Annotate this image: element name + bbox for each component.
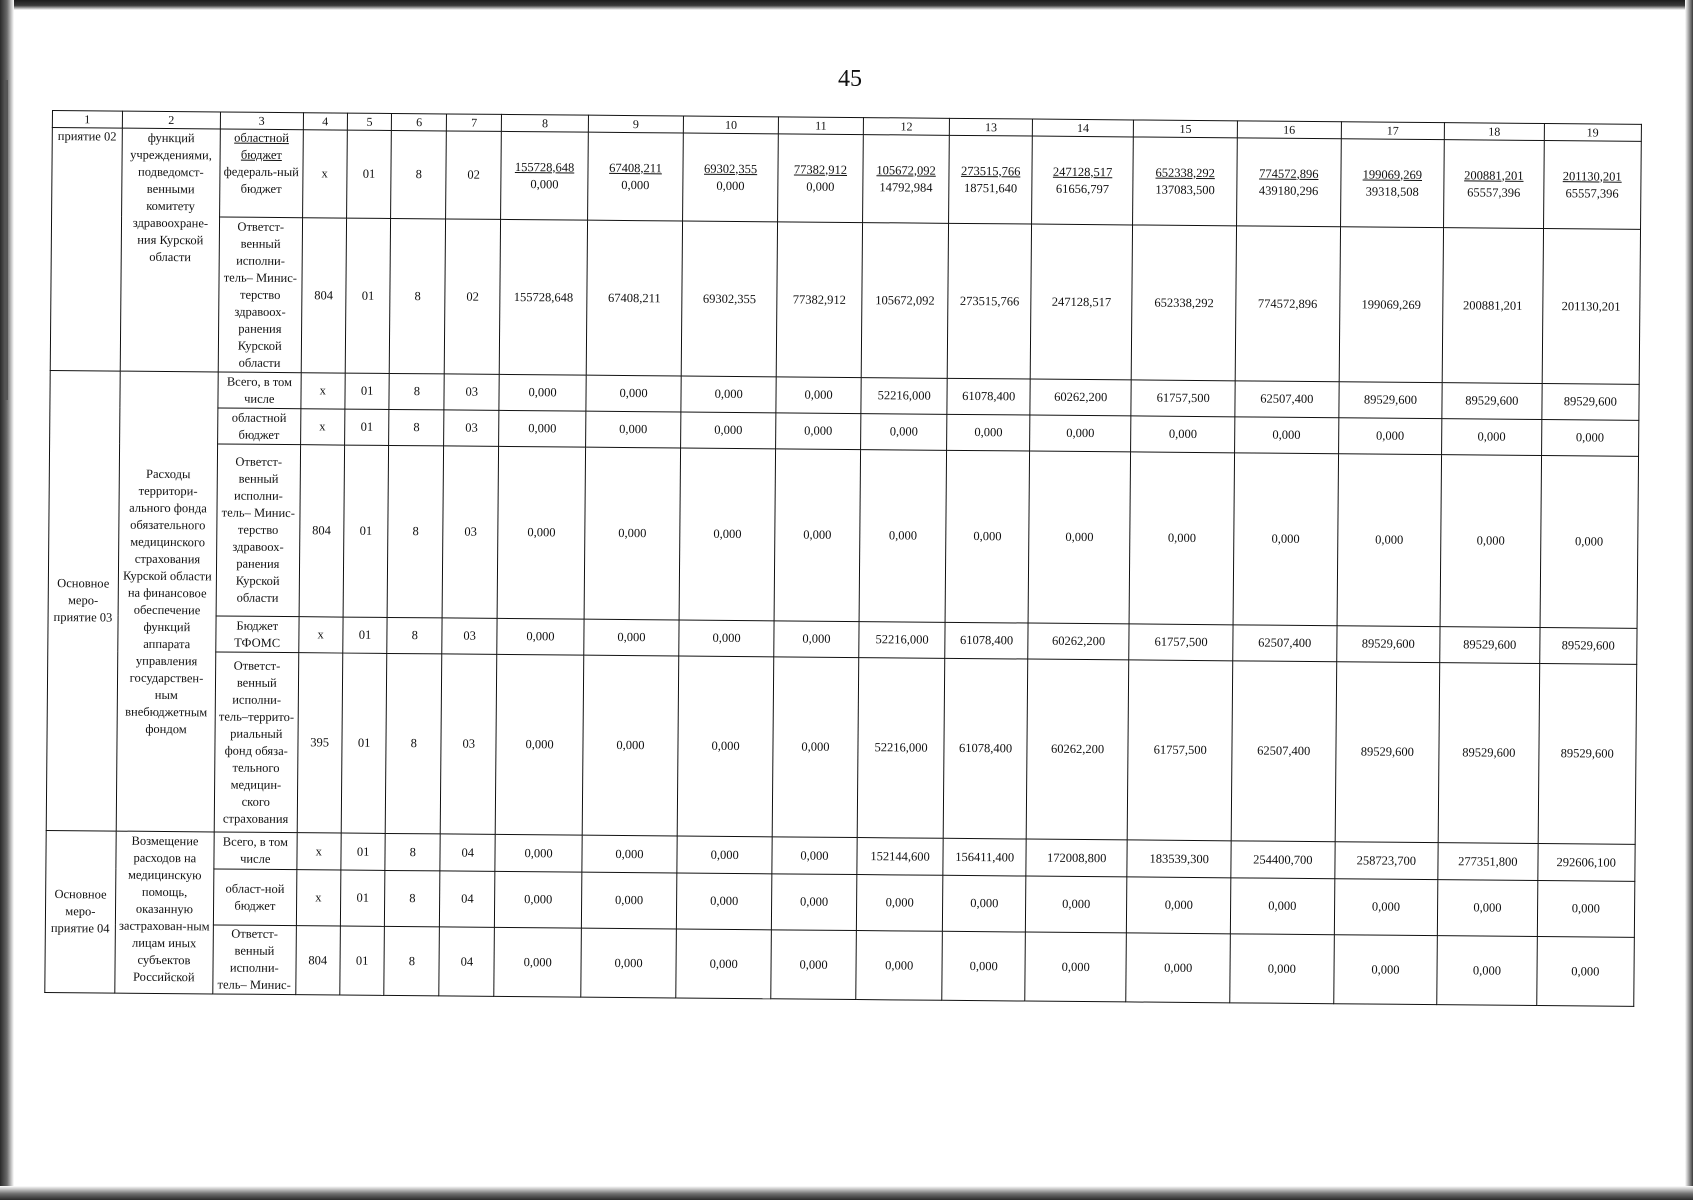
- value-cell: 0,000: [1333, 935, 1437, 1005]
- col-head: 1: [52, 111, 122, 129]
- value-cell: 61757,500: [1128, 660, 1233, 841]
- value-cell: 0,000: [943, 875, 1026, 932]
- code-cell: 8: [385, 870, 440, 926]
- value-cell: [862, 135, 949, 224]
- value-cell: 62507,400: [1235, 381, 1339, 418]
- code-cell: 03: [442, 446, 498, 618]
- value-cell: 0,000: [1233, 453, 1338, 626]
- funding-source-top: областной бюджет: [234, 130, 289, 163]
- funding-source: областной бюджет: [218, 408, 301, 445]
- code-cell: 02: [444, 219, 500, 374]
- value-cell: 201130,201: [1542, 229, 1641, 385]
- funding-source: Ответст-венный исполни-тель– Минис-: [213, 925, 296, 995]
- value-cell: 254400,700: [1231, 841, 1335, 879]
- value-cell: 0,000: [946, 450, 1030, 623]
- code-cell: 01: [346, 130, 391, 218]
- value-cell: 0,000: [1129, 452, 1234, 625]
- value-cell: [501, 131, 588, 220]
- funding-source-bottom: федераль-ный бюджет: [223, 164, 299, 197]
- value-bottom: 65557,396: [1565, 185, 1619, 201]
- code-cell: 02: [446, 131, 502, 219]
- value-cell: 0,000: [1338, 418, 1442, 455]
- funding-source: Ответст-венный исполни-тель–террито-риальный фонд обяза-тельного медицин-ского страхования: [214, 652, 298, 833]
- funding-source: област-ной бюджет: [213, 869, 296, 926]
- code-cell: 04: [440, 834, 495, 871]
- value-cell: 0,000: [772, 837, 857, 875]
- value-cell: 0,000: [942, 931, 1025, 1001]
- funding-source: Всего, в том числе: [214, 832, 297, 870]
- code-cell: 01: [345, 373, 390, 409]
- code-cell: x: [300, 373, 345, 409]
- code-cell: 04: [439, 927, 495, 996]
- value-cell: 0,000: [677, 656, 774, 837]
- value-cell: 0,000: [499, 374, 586, 411]
- value-top: 652338,292: [1155, 165, 1215, 180]
- value-top: 273515,766: [960, 163, 1021, 178]
- value-cell: 0,000: [1230, 934, 1334, 1004]
- value-cell: 60262,200: [1028, 623, 1130, 660]
- col-head: 11: [779, 117, 864, 135]
- value-cell: 52216,000: [861, 378, 948, 415]
- value-cell: 0,000: [494, 927, 581, 997]
- value-cell: 0,000: [859, 450, 947, 623]
- value-cell: 0,000: [1025, 932, 1127, 1002]
- code-cell: 01: [340, 870, 385, 926]
- value-cell: 0,000: [1131, 416, 1235, 453]
- value-bottom: 439180,296: [1258, 183, 1319, 198]
- value-cell: 61078,400: [947, 378, 1030, 415]
- value-cell: 0,000: [679, 620, 774, 657]
- value-cell: 77382,912: [776, 222, 862, 378]
- value-cell: 62507,400: [1231, 661, 1336, 842]
- col-head: 15: [1134, 120, 1238, 138]
- value-cell: 0,000: [497, 618, 584, 655]
- value-cell: 89529,600: [1338, 382, 1442, 419]
- value-cell: 0,000: [497, 446, 585, 619]
- value-cell: 89529,600: [1539, 628, 1637, 665]
- value-cell: 0,000: [581, 872, 677, 929]
- col-head: 2: [122, 111, 220, 129]
- value-bottom: 0,000: [621, 177, 650, 192]
- measure-cell: Основное меро-приятие 04: [45, 830, 116, 993]
- value-top: 247128,517: [1052, 164, 1113, 179]
- value-bottom: 0,000: [716, 178, 745, 193]
- value-cell: 0,000: [1541, 420, 1639, 457]
- value-top: 199069,269: [1362, 166, 1423, 182]
- value-cell: 0,000: [772, 874, 857, 931]
- value-cell: 0,000: [1437, 936, 1537, 1006]
- measure-name: функций учреждениями, подведомст-венными комитету здравоохране-ния Курской области: [120, 128, 220, 372]
- value-cell: 0,000: [1126, 933, 1230, 1003]
- col-head: 13: [950, 118, 1033, 136]
- scan-mark: [5, 80, 8, 400]
- value-cell: 200881,201: [1442, 228, 1543, 384]
- measure-name: Возмещение расходов на медицинскую помощь, оказанную застрахован-ным лицам иных субъектов Российской: [115, 831, 215, 994]
- value-cell: 61757,500: [1129, 624, 1233, 661]
- funding-source: Бюджет ТФОМС: [216, 616, 299, 653]
- value-top: 69302,355: [704, 161, 758, 176]
- value-cell: [778, 134, 863, 223]
- value-cell: 61757,500: [1131, 380, 1235, 417]
- code-cell: 395: [297, 653, 343, 833]
- value-cell: 0,000: [774, 449, 860, 622]
- value-cell: 60262,200: [1030, 379, 1132, 416]
- measure-name: Расходы территори-ального фонда обязательного медицинского страхования Курской области на финансовое обеспечение функций аппарата управления государствен-ным внебюджетным фондом: [116, 371, 218, 832]
- value-cell: 0,000: [1536, 936, 1634, 1006]
- table-row: [48, 442, 1638, 628]
- value-bottom: 14792,984: [879, 179, 933, 195]
- value-cell: 0,000: [856, 931, 943, 1001]
- value-cell: [1444, 140, 1544, 229]
- code-cell: 01: [343, 617, 388, 653]
- code-cell: x: [298, 617, 343, 653]
- col-head: 18: [1444, 123, 1544, 141]
- value-cell: 0,000: [679, 448, 776, 621]
- code-cell: 01: [345, 218, 391, 373]
- value-cell: 247128,517: [1030, 224, 1133, 380]
- value-cell: 0,000: [681, 412, 776, 449]
- code-cell: 8: [389, 373, 444, 409]
- value-cell: 0,000: [947, 414, 1030, 451]
- value-cell: 89529,600: [1440, 627, 1540, 664]
- value-top: 200881,201: [1464, 167, 1524, 183]
- budget-table: [44, 110, 1642, 1007]
- value-cell: 69302,355: [681, 221, 777, 377]
- col-head: 6: [392, 113, 447, 130]
- value-bottom: 18751,640: [963, 180, 1018, 195]
- value-cell: 61078,400: [944, 658, 1028, 839]
- table-row: [45, 923, 1635, 1006]
- value-cell: 89529,600: [1541, 384, 1639, 421]
- value-cell: 172008,800: [1026, 839, 1128, 877]
- value-top: 155728,648: [514, 159, 575, 175]
- col-head: 10: [683, 116, 778, 134]
- value-cell: 0,000: [581, 928, 677, 998]
- value-cell: 0,000: [582, 655, 679, 836]
- code-cell: 804: [299, 445, 345, 617]
- value-cell: 292606,100: [1537, 843, 1635, 881]
- value-cell: 0,000: [860, 414, 947, 451]
- value-cell: 156411,400: [943, 838, 1026, 876]
- scan-border-bottom: [0, 1186, 1693, 1200]
- value-top: 105672,092: [876, 162, 936, 178]
- funding-source: Ответст-венный исполни-тель– Минис-терство здравоох-ранения Курской области: [218, 217, 302, 373]
- col-head: 14: [1032, 119, 1134, 137]
- value-cell: 0,000: [676, 929, 772, 999]
- value-cell: 0,000: [856, 875, 943, 932]
- value-cell: 105672,092: [861, 223, 949, 379]
- value-cell: [949, 135, 1032, 224]
- code-cell: 01: [343, 445, 389, 617]
- value-cell: 0,000: [495, 834, 582, 872]
- value-top: 67408,211: [609, 160, 662, 175]
- value-cell: 199069,269: [1339, 227, 1444, 383]
- value-bottom: 39318,508: [1365, 183, 1419, 199]
- value-cell: [1031, 136, 1133, 225]
- value-bottom: 61656,797: [1055, 181, 1110, 196]
- value-cell: 0,000: [499, 410, 586, 447]
- value-cell: 52216,000: [859, 622, 946, 659]
- value-top: 77382,912: [793, 161, 848, 177]
- col-head: 4: [303, 113, 348, 130]
- value-cell: 0,000: [772, 657, 858, 838]
- funding-source: [220, 129, 303, 218]
- value-top: 201130,201: [1562, 168, 1622, 184]
- code-cell: x: [302, 130, 347, 218]
- measure-cell: приятие 02: [50, 128, 122, 372]
- value-cell: 61078,400: [945, 622, 1028, 659]
- col-head: 9: [588, 115, 683, 133]
- code-cell: 01: [341, 833, 386, 870]
- value-cell: 0,000: [774, 621, 859, 658]
- value-top: 774572,896: [1259, 166, 1319, 181]
- value-cell: [683, 133, 779, 222]
- col-head: 7: [447, 114, 502, 131]
- value-cell: 0,000: [1540, 456, 1639, 629]
- value-cell: 0,000: [584, 447, 681, 620]
- value-bottom: 0,000: [530, 176, 559, 191]
- value-cell: 0,000: [584, 619, 679, 656]
- code-cell: 03: [444, 374, 499, 410]
- value-cell: 0,000: [776, 377, 861, 414]
- code-cell: 8: [390, 218, 446, 373]
- code-cell: 01: [341, 653, 387, 833]
- value-cell: 0,000: [1438, 880, 1538, 937]
- value-cell: 0,000: [495, 654, 583, 835]
- value-cell: 0,000: [776, 413, 861, 450]
- value-bottom: 65557,396: [1467, 184, 1521, 200]
- code-cell: 8: [387, 445, 443, 617]
- code-cell: 8: [384, 926, 440, 995]
- value-cell: 0,000: [1337, 454, 1442, 627]
- value-cell: 0,000: [677, 836, 772, 874]
- value-cell: 258723,700: [1334, 842, 1438, 880]
- code-cell: 03: [440, 654, 497, 834]
- code-cell: 8: [387, 617, 442, 653]
- code-cell: 8: [385, 833, 440, 870]
- col-head: 3: [220, 112, 303, 130]
- value-cell: 89529,600: [1336, 626, 1440, 663]
- table-row: [50, 216, 1640, 385]
- value-cell: 0,000: [495, 871, 582, 928]
- value-cell: 0,000: [1537, 880, 1635, 937]
- value-cell: 155728,648: [499, 219, 587, 375]
- code-cell: 01: [345, 409, 390, 445]
- col-head: 5: [347, 113, 392, 130]
- code-cell: 8: [389, 409, 444, 445]
- value-cell: 89529,600: [1538, 663, 1637, 844]
- code-cell: x: [296, 833, 341, 870]
- value-cell: 0,000: [1442, 419, 1542, 456]
- table-row: [52, 128, 1642, 230]
- value-cell: 60262,200: [1026, 659, 1129, 840]
- value-cell: 0,000: [586, 411, 681, 448]
- value-cell: 277351,800: [1438, 843, 1538, 881]
- page-number: 45: [838, 66, 862, 92]
- col-head: 16: [1237, 121, 1341, 139]
- value-cell: 0,000: [1235, 417, 1339, 454]
- value-cell: 0,000: [771, 930, 856, 1000]
- value-cell: [1340, 139, 1444, 228]
- code-cell: 01: [340, 926, 385, 995]
- value-cell: 0,000: [1440, 455, 1541, 628]
- code-cell: 03: [444, 410, 499, 446]
- value-cell: 67408,211: [586, 220, 682, 376]
- code-cell: x: [300, 409, 345, 445]
- value-cell: 273515,766: [948, 223, 1032, 379]
- table-row: [46, 650, 1637, 844]
- value-cell: 0,000: [1025, 876, 1127, 933]
- value-cell: 0,000: [681, 376, 776, 413]
- value-cell: 774572,896: [1235, 226, 1340, 382]
- value-cell: 89529,600: [1438, 663, 1539, 844]
- value-cell: 0,000: [1127, 877, 1231, 934]
- value-cell: 52216,000: [857, 658, 945, 839]
- value-cell: 183539,300: [1127, 840, 1231, 878]
- scan-border-right: [1685, 0, 1693, 1200]
- code-cell: 04: [440, 871, 495, 927]
- code-cell: 8: [391, 130, 447, 218]
- scan-border-top: [0, 0, 1693, 10]
- value-cell: [1237, 138, 1341, 227]
- value-cell: 0,000: [1028, 451, 1131, 624]
- value-cell: 0,000: [1029, 415, 1131, 452]
- code-cell: 03: [442, 618, 497, 654]
- value-cell: 89529,600: [1335, 662, 1440, 843]
- value-bottom: 0,000: [806, 179, 835, 194]
- col-head: 19: [1544, 124, 1642, 142]
- value-cell: 152144,600: [857, 838, 944, 876]
- value-bottom: 137083,500: [1155, 182, 1215, 197]
- code-cell: x: [296, 870, 341, 926]
- value-cell: 0,000: [1230, 878, 1334, 935]
- value-cell: [1133, 137, 1237, 226]
- measure-cell: Основное меро-приятие 03: [46, 370, 120, 831]
- value-cell: 0,000: [582, 835, 677, 873]
- col-head: 12: [863, 118, 950, 136]
- value-cell: 652338,292: [1132, 225, 1237, 381]
- funding-source: Всего, в том числе: [218, 372, 301, 409]
- value-cell: 62507,400: [1233, 625, 1337, 662]
- col-head: 8: [502, 114, 589, 132]
- value-cell: 89529,600: [1442, 383, 1542, 420]
- value-cell: [1543, 141, 1641, 230]
- col-head: 17: [1341, 122, 1445, 140]
- value-cell: 0,000: [586, 375, 681, 412]
- value-cell: 0,000: [1334, 879, 1438, 936]
- funding-source: Ответст-венный исполни-тель– Минис-терство здравоох-ранения Курской области: [216, 444, 300, 617]
- value-cell: [587, 132, 683, 221]
- code-cell: 8: [386, 653, 443, 833]
- code-cell: 804: [295, 926, 340, 995]
- code-cell: 804: [301, 218, 347, 373]
- value-cell: 0,000: [676, 873, 772, 930]
